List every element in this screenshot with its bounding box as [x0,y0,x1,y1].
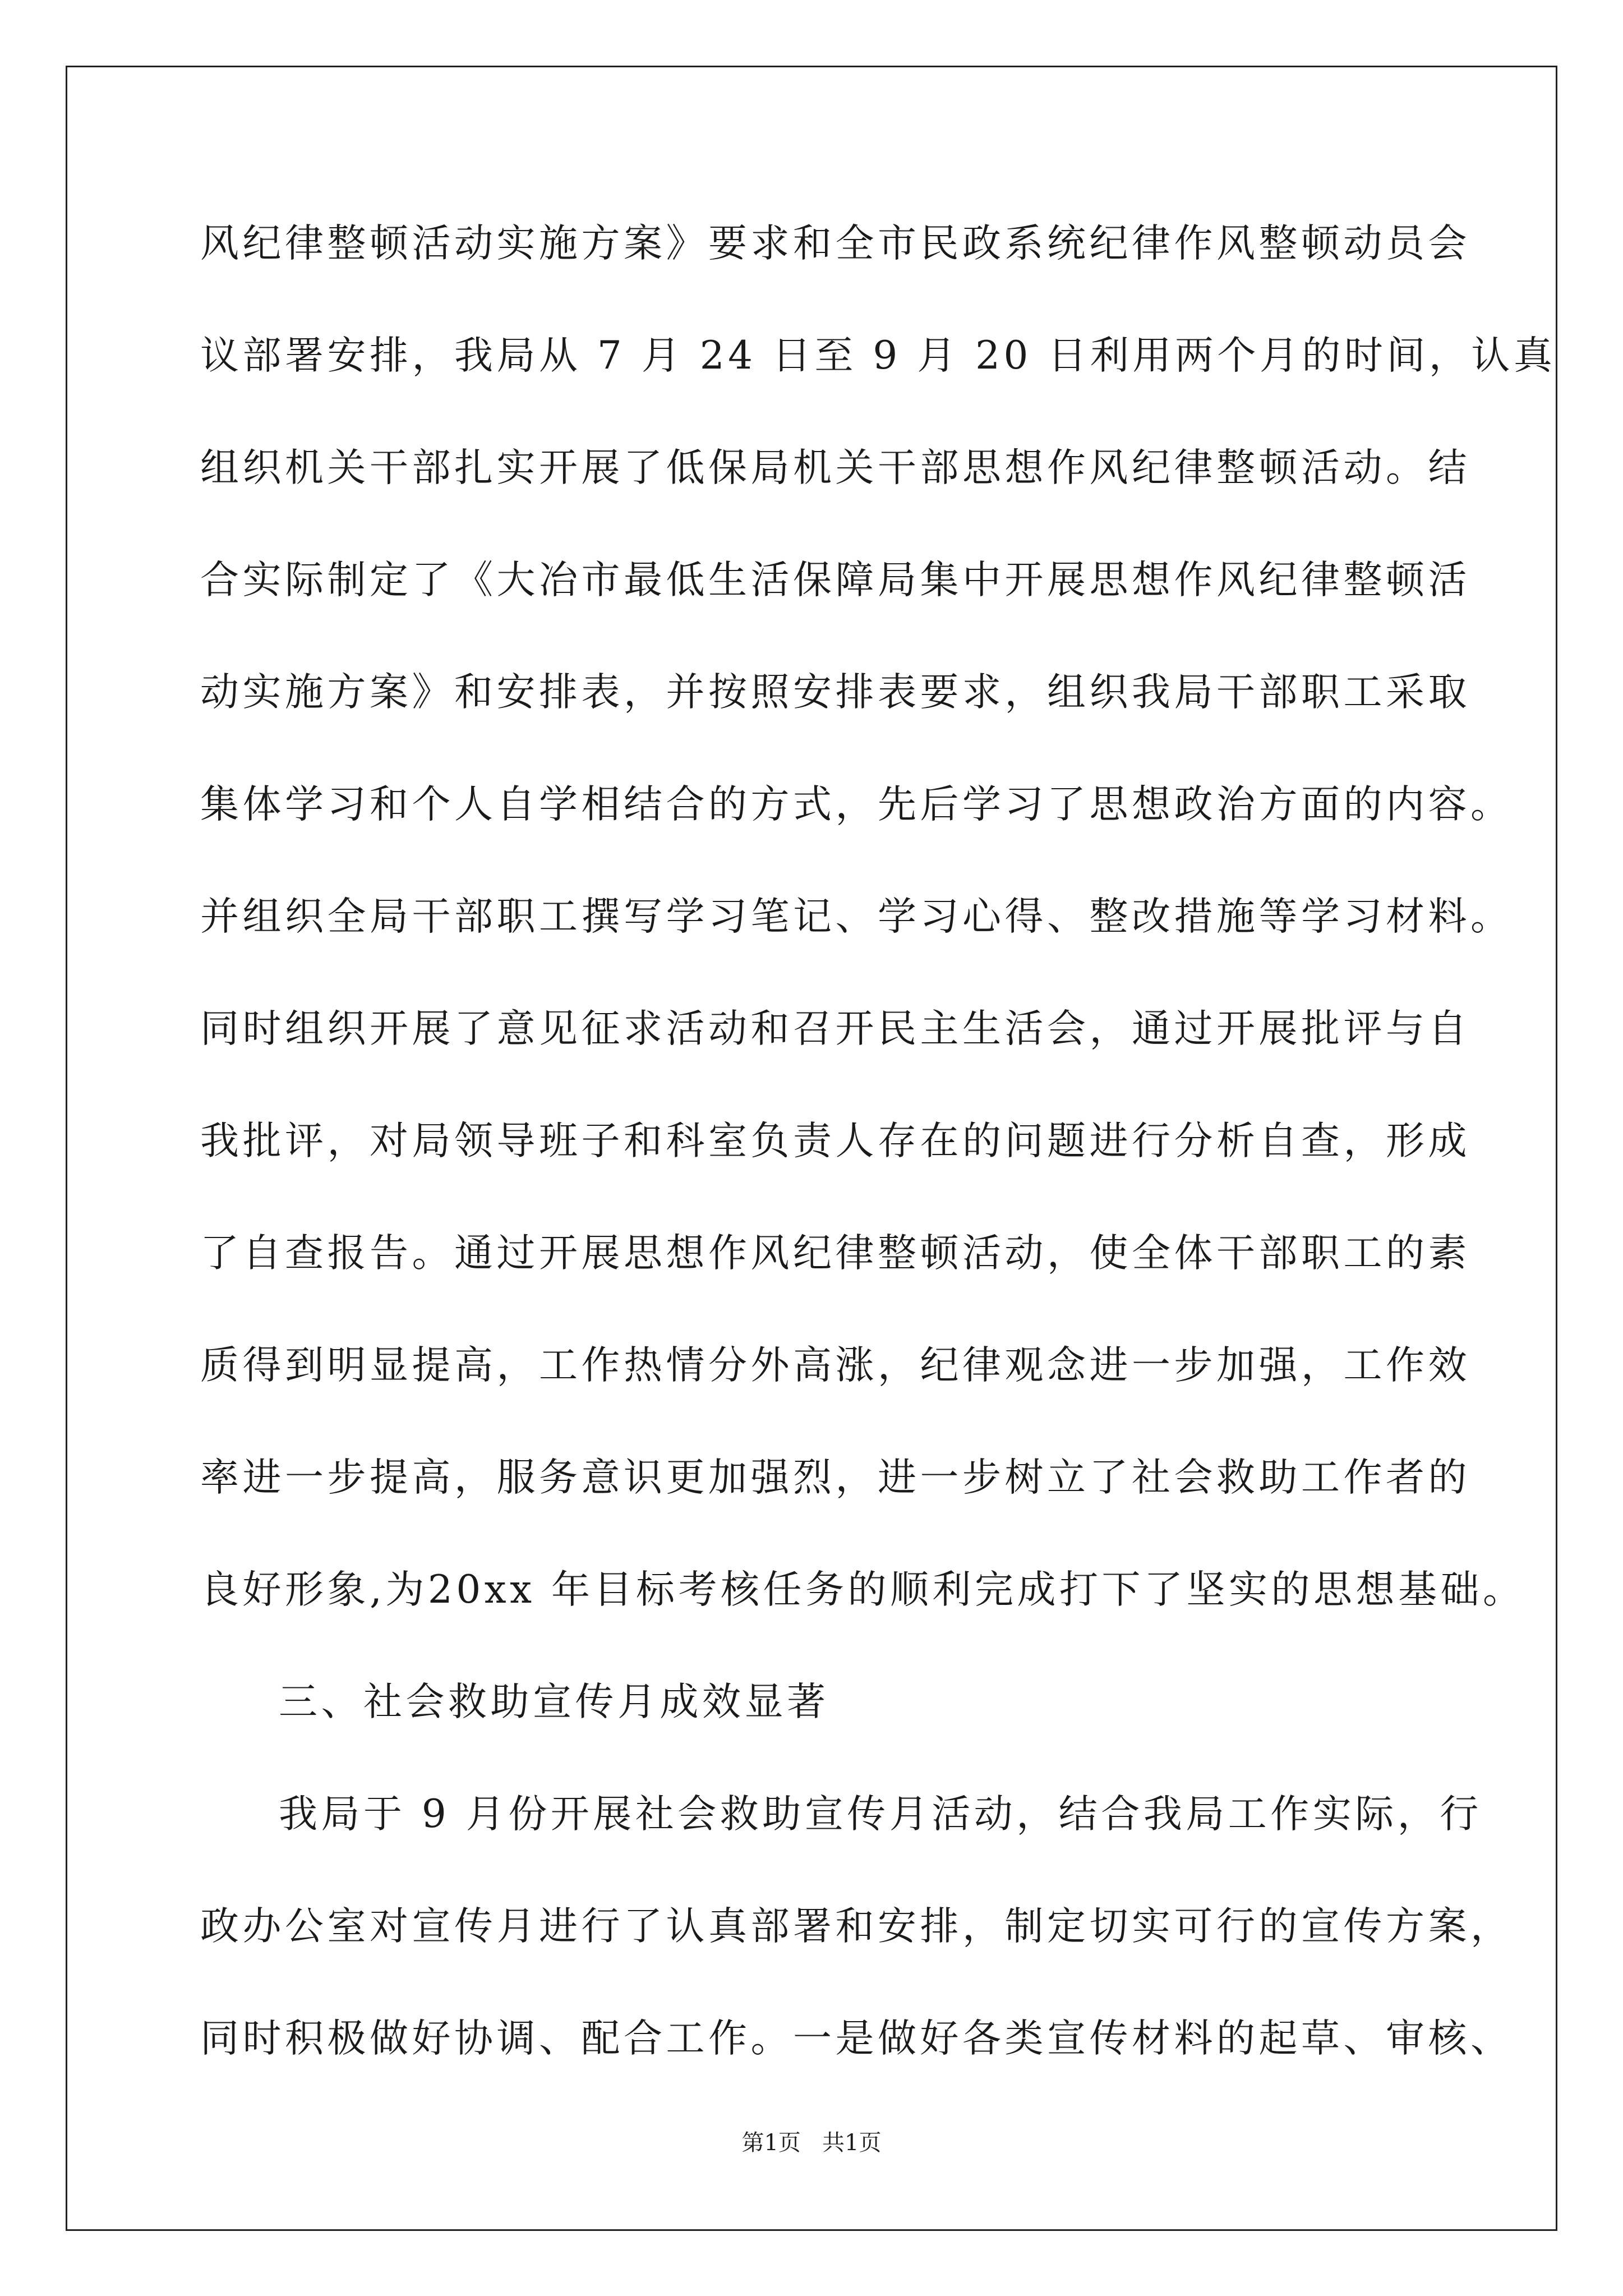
body-line: 同时积极做好协调、配合工作。一是做好各类宣传材料的起草、审核、 [200,2016,1513,2061]
section-heading: 三、社会救助宣传月成效显著 [279,1680,829,1724]
body-line: 同时组织开展了意见征求活动和召开民主生活会，通过开展批评与自 [200,1006,1470,1051]
body-line: 动实施方案》和安排表，并按照安排表要求，组织我局干部职工采取 [200,670,1470,715]
body-line: 组织机关干部扎实开展了低保局机关干部思想作风纪律整顿活动。结 [200,445,1470,490]
body-line: 风纪律整顿活动实施方案》要求和全市民政系统纪律作风整顿动员会 [200,221,1470,266]
body-line: 政办公室对宣传月进行了认真部署和安排，制定切实可行的宣传方案， [200,1904,1513,1949]
body-line: 我批评，对局领导班子和科室负责人存在的问题进行分析自查，形成 [200,1119,1470,1163]
paragraph-first-line: 我局于 9 月份开展社会救助宣传月活动，结合我局工作实际，行 [279,1792,1482,1837]
body-line: 集体学习和个人自学相结合的方式，先后学习了思想政治方面的内容。 [200,782,1513,827]
page-number-footer: 第1页 共1页 [741,2130,882,2156]
body-line: 率进一步提高，服务意识更加强烈，进一步树立了社会救助工作者的 [200,1455,1470,1500]
body-line: 良好形象,为20xx 年目标考核任务的顺利完成打下了坚实的思想基础。 [200,1567,1525,1612]
body-line: 了自查报告。通过开展思想作风纪律整顿活动，使全体干部职工的素 [200,1231,1470,1276]
body-line: 并组织全局干部职工撰写学习笔记、学习心得、整改措施等学习材料。 [200,894,1513,939]
body-line: 质得到明显提高，工作热情分外高涨，纪律观念进一步加强，工作效 [200,1343,1470,1388]
body-line: 合实际制定了《大冶市最低生活保障局集中开展思想作风纪律整顿活 [200,558,1470,602]
body-line: 议部署安排，我局从 7 月 24 日至 9 月 20 日利用两个月的时间，认真 [200,333,1556,378]
